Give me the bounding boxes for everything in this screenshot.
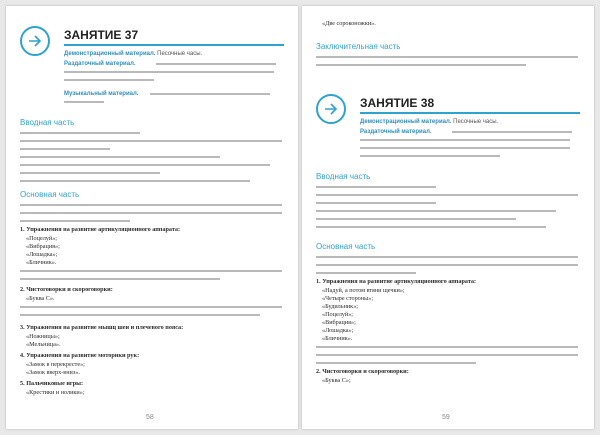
list-item: «Вибрация»; [26,243,60,250]
placeholder-line [20,212,282,214]
list-item: «Замок вверх-вниз». [26,369,80,376]
materials-demo: Демонстрационный материал. Песочные часы. [64,51,203,57]
section-main: Основная часть [20,190,80,199]
page-number: 59 [442,414,450,421]
placeholder-line [20,132,140,134]
placeholder-line [20,314,260,316]
arrow-right-icon [316,94,346,124]
placeholder-line [316,362,476,364]
list-item: «Надуй, а потом втяни щечки»; [322,287,405,294]
lesson-37-header [20,24,284,64]
placeholder-line [360,139,570,141]
placeholder-line [20,140,282,142]
placeholder-line [20,278,220,280]
placeholder-line [316,194,578,196]
list-item: «Поцелуй»; [322,311,354,318]
arrow-right-icon [20,26,50,56]
placeholder-line [150,93,270,95]
list-item: «Мельница». [26,341,61,348]
section-intro: Вводная часть [316,172,371,181]
placeholder-line [316,56,578,58]
placeholder-line [20,220,130,222]
heading-2: 2. Чистоговорки и скороговорки: [20,286,113,293]
section-final: Заключительная часть [316,42,401,51]
list-item: «Бличник». [322,335,353,342]
placeholder-line [156,63,276,65]
right-page [302,6,594,429]
title-rule [360,112,580,114]
title-rule [64,44,284,46]
placeholder-line [20,204,282,206]
placeholder-line [316,272,416,274]
placeholder-line [64,101,104,103]
list-item: «Лошадка»; [322,327,354,334]
placeholder-line [316,186,436,188]
lesson-38-header [316,92,580,132]
placeholder-line [452,131,572,133]
list-item: «Лошадка»; [26,251,58,258]
heading-5: 5. Пальчиковые игры: [20,380,84,387]
placeholder-line [20,180,250,182]
list-item: «Буква С». [26,295,55,302]
placeholder-line [64,71,274,73]
section-main: Основная часть [316,242,376,251]
placeholder-line [64,79,154,81]
placeholder-line [316,210,556,212]
materials-demo: Демонстрационный материал. Песочные часы. [360,119,499,125]
materials-handout: Раздаточный материал. [360,129,432,135]
list-item: «Буква С»; [322,377,351,384]
list-item: «Ножницы»; [26,333,60,340]
placeholder-line [316,226,546,228]
placeholder-line [20,270,282,272]
lesson-title: ЗАНЯТИЕ 37 [64,28,139,42]
placeholder-line [316,256,578,258]
page-number: 58 [146,414,154,421]
heading-1: 1. Упражнения на развитие артикуляционного аппарата: [316,278,477,285]
left-page [6,6,298,429]
materials-music: Музыкальный материал. [64,91,139,97]
section-intro: Вводная часть [20,118,75,127]
placeholder-line [20,306,282,308]
placeholder-line [316,218,516,220]
list-item: «Поцелуй»; [26,235,58,242]
placeholder-line [316,202,436,204]
placeholder-line [316,354,578,356]
list-item: «Крестики и нолики»; [26,389,85,396]
heading-1: 1. Упражнения на развитие артикуляционного аппарата: [20,226,181,233]
list-item: «Четыре стороны»; [322,295,374,302]
placeholder-line [316,346,578,348]
materials-handout: Раздаточный материал. [64,61,136,67]
heading-3: 3. Упражнения на развитие мышц шеи и плечевого пояса: [20,324,184,331]
list-item: «Две сороконожки». [322,20,376,27]
heading-2: 2. Чистоговорки и скороговорки: [316,368,409,375]
list-item: «Будильник»; [322,303,359,310]
placeholder-line [20,156,220,158]
placeholder-line [360,155,500,157]
list-item: «Бличник». [26,259,57,266]
placeholder-line [316,264,578,266]
placeholder-line [20,164,270,166]
list-item: «Замок в перекресте»; [26,361,85,368]
heading-4: 4. Упражнения на развитие моторики рук: [20,352,140,359]
list-item: «Вибрация»; [322,319,356,326]
placeholder-line [316,64,526,66]
placeholder-line [20,172,160,174]
placeholder-line [20,148,110,150]
placeholder-line [360,147,570,149]
lesson-title: ЗАНЯТИЕ 38 [360,96,435,110]
